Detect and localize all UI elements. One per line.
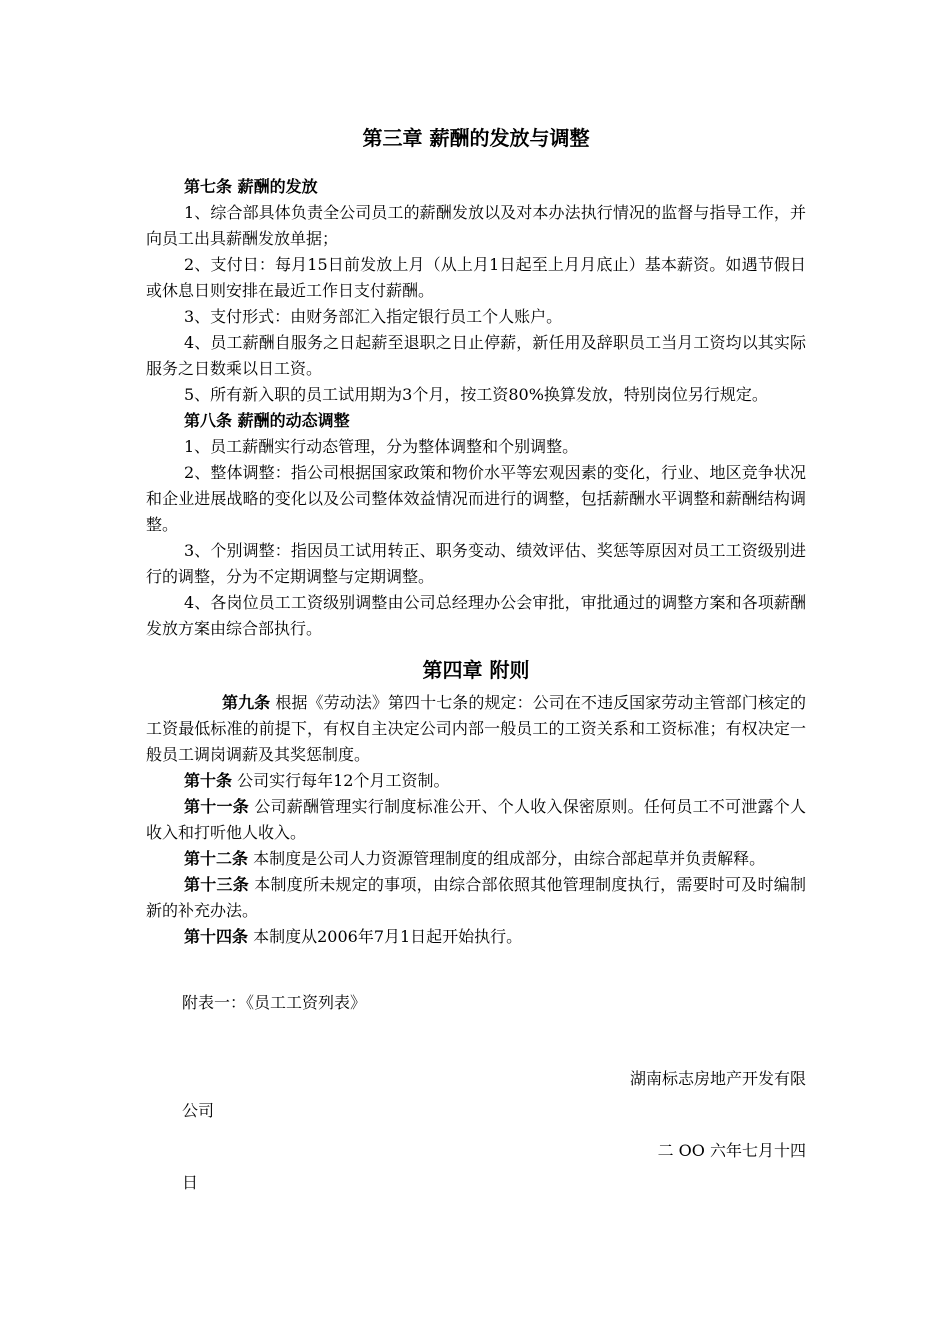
- signature-date: [146, 1138, 806, 1196]
- article-9-label: 第九条: [222, 693, 271, 712]
- appendix-block: [146, 990, 806, 1016]
- article-8-item-1: 1、员工薪酬实行动态管理，分为整体调整和个别调整。: [184, 437, 579, 456]
- company-name-line-2: 公司: [182, 1101, 215, 1120]
- article-7-item-3: 3、支付形式：由财务部汇入指定银行员工个人账户。: [184, 307, 563, 326]
- article-9: [146, 690, 806, 768]
- signature-company: [146, 1066, 806, 1124]
- article-14: [146, 924, 806, 950]
- article-13-text: 本制度所未规定的事项，由综合部依照其他管理制度执行，需要时可及时编制新的补充办法。: [146, 875, 806, 920]
- article-7-item-1: 1、综合部具体负责全公司员工的薪酬发放以及对本办法执行情况的监督与指导工作，并向员工出具薪酬发放单据；: [146, 203, 806, 248]
- article-7-item-2: 2、支付日：每月15日前发放上月（从上月1日起至上月月底止）基本薪资。如遇节假日或休息日则安排在最近工作日支付薪酬。: [146, 255, 806, 300]
- article-10-label: 第十条: [184, 771, 233, 790]
- article-8-item-3: 3、个别调整：指因员工试用转正、职务变动、绩效评估、奖惩等原因对员工工资级别进行的调整，分为不定期调整与定期调整。: [146, 541, 806, 586]
- article-13-label: 第十三条: [184, 875, 249, 894]
- article-12: [146, 846, 806, 872]
- article-7-item-5: 5、所有新入职的员工试用期为3个月，按工资80%换算发放，特别岗位另行规定。: [184, 385, 768, 404]
- article-12-text: 本制度是公司人力资源管理制度的组成部分，由综合部起草并负责解释。: [248, 849, 766, 868]
- article-11-text: 公司薪酬管理实行制度标准公开、个人收入保密原则。任何员工不可泄露个人收入和打听他人收入。: [146, 797, 806, 842]
- article-7-item-4: 4、员工薪酬自服务之日起薪至退职之日止停薪，新任用及辞职员工当月工资均以其实际服务之日数乘以日工资。: [146, 333, 806, 378]
- company-name-line-1: 湖南标志房地产开发有限: [629, 1069, 806, 1088]
- article-11-label: 第十一条: [184, 797, 249, 816]
- article-13: [146, 872, 806, 924]
- article-8-title: 第八条 薪酬的动态调整: [184, 411, 350, 430]
- article-10-text: 公司实行每年12个月工资制。: [232, 771, 450, 790]
- chapter-3-title: 第三章 薪酬的发放与调整: [362, 126, 590, 150]
- date-line-1: 二 OO 六年七月十四: [657, 1141, 806, 1160]
- article-9-text: 根据《劳动法》第四十七条的规定：公司在不违反国家劳动主管部门核定的工资最低标准的前提下，有权自主决定公司内部一般员工的工资关系和工资标准；有权决定一般员工调岗调薪及其奖惩制度。: [146, 693, 806, 764]
- chapter-4-body: [146, 690, 806, 950]
- article-10: [146, 768, 806, 794]
- article-12-label: 第十二条: [184, 849, 249, 868]
- article-8-item-2: 2、整体调整：指公司根据国家政策和物价水平等宏观因素的变化，行业、地区竞争状况和企业进展战略的变化以及公司整体效益情况而进行的调整，包括薪酬水平调整和薪酬结构调整。: [146, 463, 806, 534]
- article-8-item-4: 4、各岗位员工工资级别调整由公司总经理办公会审批，审批通过的调整方案和各项薪酬发放方案由综合部执行。: [146, 593, 806, 638]
- article-7-title: 第七条 薪酬的发放: [184, 177, 318, 196]
- article-14-text: 本制度从2006年7月1日起开始执行。: [248, 927, 523, 946]
- chapter-4-title: 第四章 附则: [422, 658, 530, 682]
- article-11: [146, 794, 806, 846]
- appendix-reference: 附表一：《员工工资列表》: [182, 993, 367, 1012]
- date-line-2: 日: [182, 1173, 199, 1192]
- chapter-3-body: [146, 174, 806, 642]
- article-14-label: 第十四条: [184, 927, 249, 946]
